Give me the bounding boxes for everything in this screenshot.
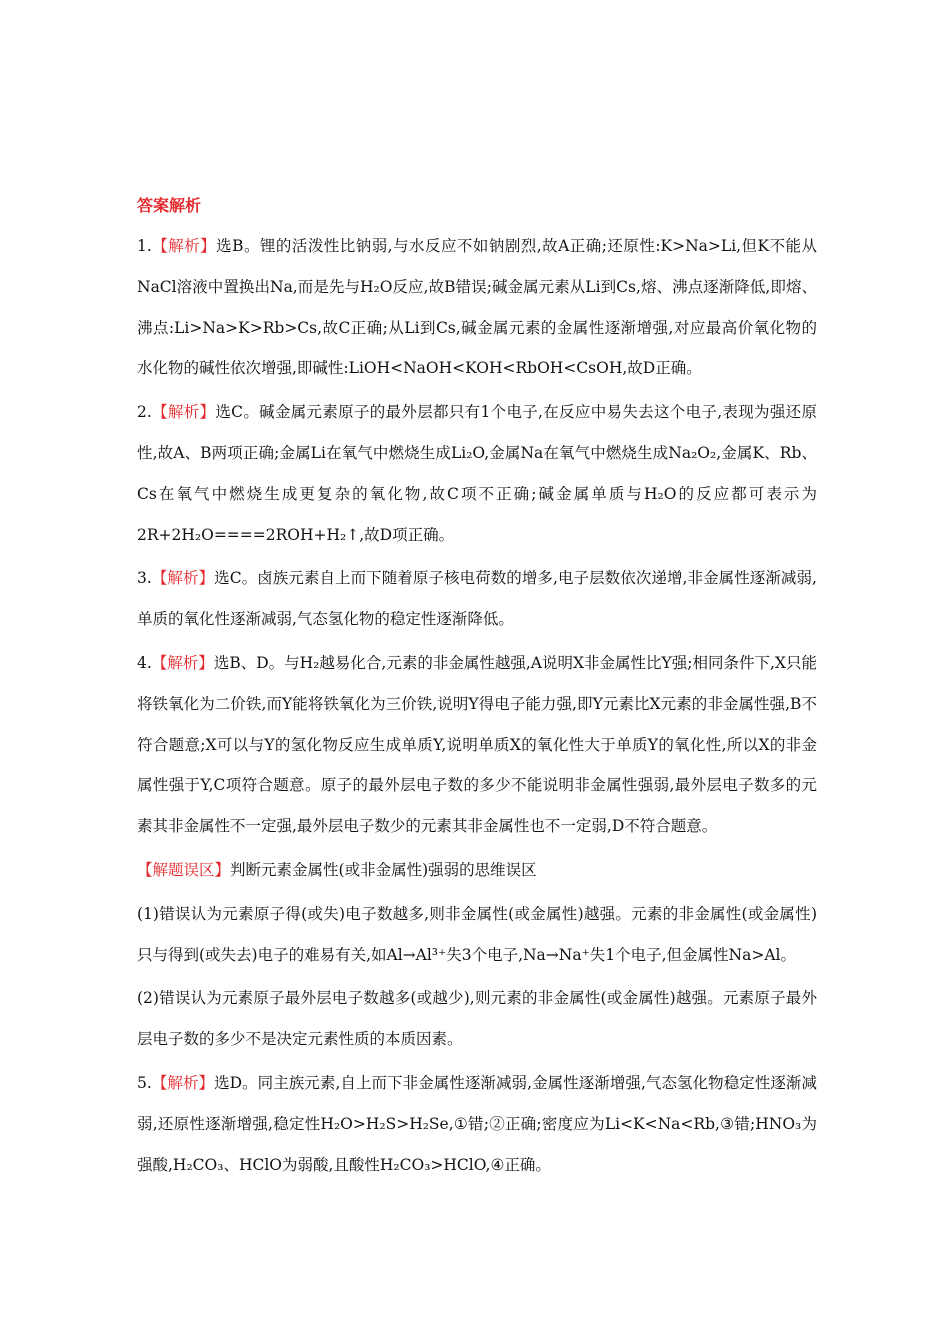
pitfall-point-2: (2)错误认为元素原子最外层电子数越多(或越少),则元素的非金属性(或金属性)越强。元素原子最外层电子数的多少不是决定元素性质的本质因素。 [137,989,817,1049]
analysis-tag: 【解析】 [151,1073,215,1092]
answer-item-4 [137,643,817,847]
pitfall-title: 判断元素金属性(或非金属性)强弱的思维误区 [230,860,537,879]
pitfall-point-1: (1)错误认为元素原子得(或失)电子数越多,则非金属性(或金属性)越强。元素的非金属性(或金属性)只与得到(或失去)电子的难易有关,如Al→Al³⁺失3个电子,Na→Na⁺失1个电子,但金属性Na>Al。 [137,904,817,964]
item-number: 4. [137,653,152,672]
item-number: 3. [137,569,152,588]
item-text: 选C。卤族元素自上而下随着原子核电荷数的增多,电子层数依次递增,非金属性逐渐减弱,单质的氧化性逐渐减弱,气态氢化物的稳定性逐渐降低。 [137,569,817,629]
analysis-tag: 【解析】 [151,237,217,255]
analysis-tag: 【解析】 [151,569,215,588]
item-text: 选B、D。与H₂越易化合,元素的非金属性越强,A说明X非金属性比Y强;相同条件下,X只能将铁氧化为二价铁,而Y能将铁氧化为三价铁,说明Y得电子能力强,即Y元素比X元素的非金属性强,B不符合题意;X可以与Y的氢化物反应生成单质Y,说明单质X的氧化性大于单质Y的氧化性,所以X的非金属性强于Y,C项符合题意。原子的最外层电子数的多少不能说明非金属性强弱,最外层电子数多的元素其非金属性不一定强,最外层电子数少的元素其非金属性也不一定弱,D不符合题意。 [137,653,817,836]
item-number: 2. [137,403,152,422]
answer-heading: 答案解析 [137,196,202,215]
item-number: 5. [137,1073,152,1092]
pitfall-header [137,850,817,891]
analysis-tag: 【解析】 [151,653,214,672]
item-number: 1. [137,237,152,255]
item-text: 选C。碱金属元素原子的最外层都只有1个电子,在反应中易失去这个电子,表现为强还原性,故A、B两项正确;金属Li在氧气中燃烧生成Li₂O,金属Na在氧气中燃烧生成Na₂O₂,金属K、Rb、Cs在氧气中燃烧生成更复杂的氧化物,故C项不正确;碱金属单质与H₂O的反应都可表示为2R+2H₂O====2ROH+H₂↑,故D项正确。 [137,403,817,544]
item-text: 选B。锂的活泼性比钠弱,与水反应不如钠剧烈,故A正确;还原性:K>Na>Li,但K不能从NaCl溶液中置换出Na,而是先与H₂O反应,故B错误;碱金属元素从Li到Cs,熔、沸点逐渐降低,即熔、沸点:Li>Na>K>Rb>Cs,故C正确;从Li到Cs,碱金属元素的金属性逐渐增强,对应最高价氧化物的水化物的碱性依次增强,即碱性:LiOH<NaOH<KOH<RbOH<CsOH,故D正确。 [137,237,817,378]
item-text: 选D。同主族元素,自上而下非金属性逐渐减弱,金属性逐渐增强,气态氢化物稳定性逐渐减弱,还原性逐渐增强,稳定性H₂O>H₂S>H₂Se,①错;②正确;密度应为Li<K<Na<Rb,③错;HNO₃为强酸,H₂CO₃、HClO为弱酸,且酸性H₂CO₃>HClO,④正确。 [137,1073,817,1174]
pitfall-tag: 【解题误区】 [137,860,231,879]
answer-item-1 [137,226,817,389]
answer-item-5 [137,1063,817,1185]
answer-item-2 [137,392,817,555]
analysis-tag: 【解析】 [151,403,216,422]
answer-item-3 [137,558,817,640]
answer-content [137,226,817,1188]
